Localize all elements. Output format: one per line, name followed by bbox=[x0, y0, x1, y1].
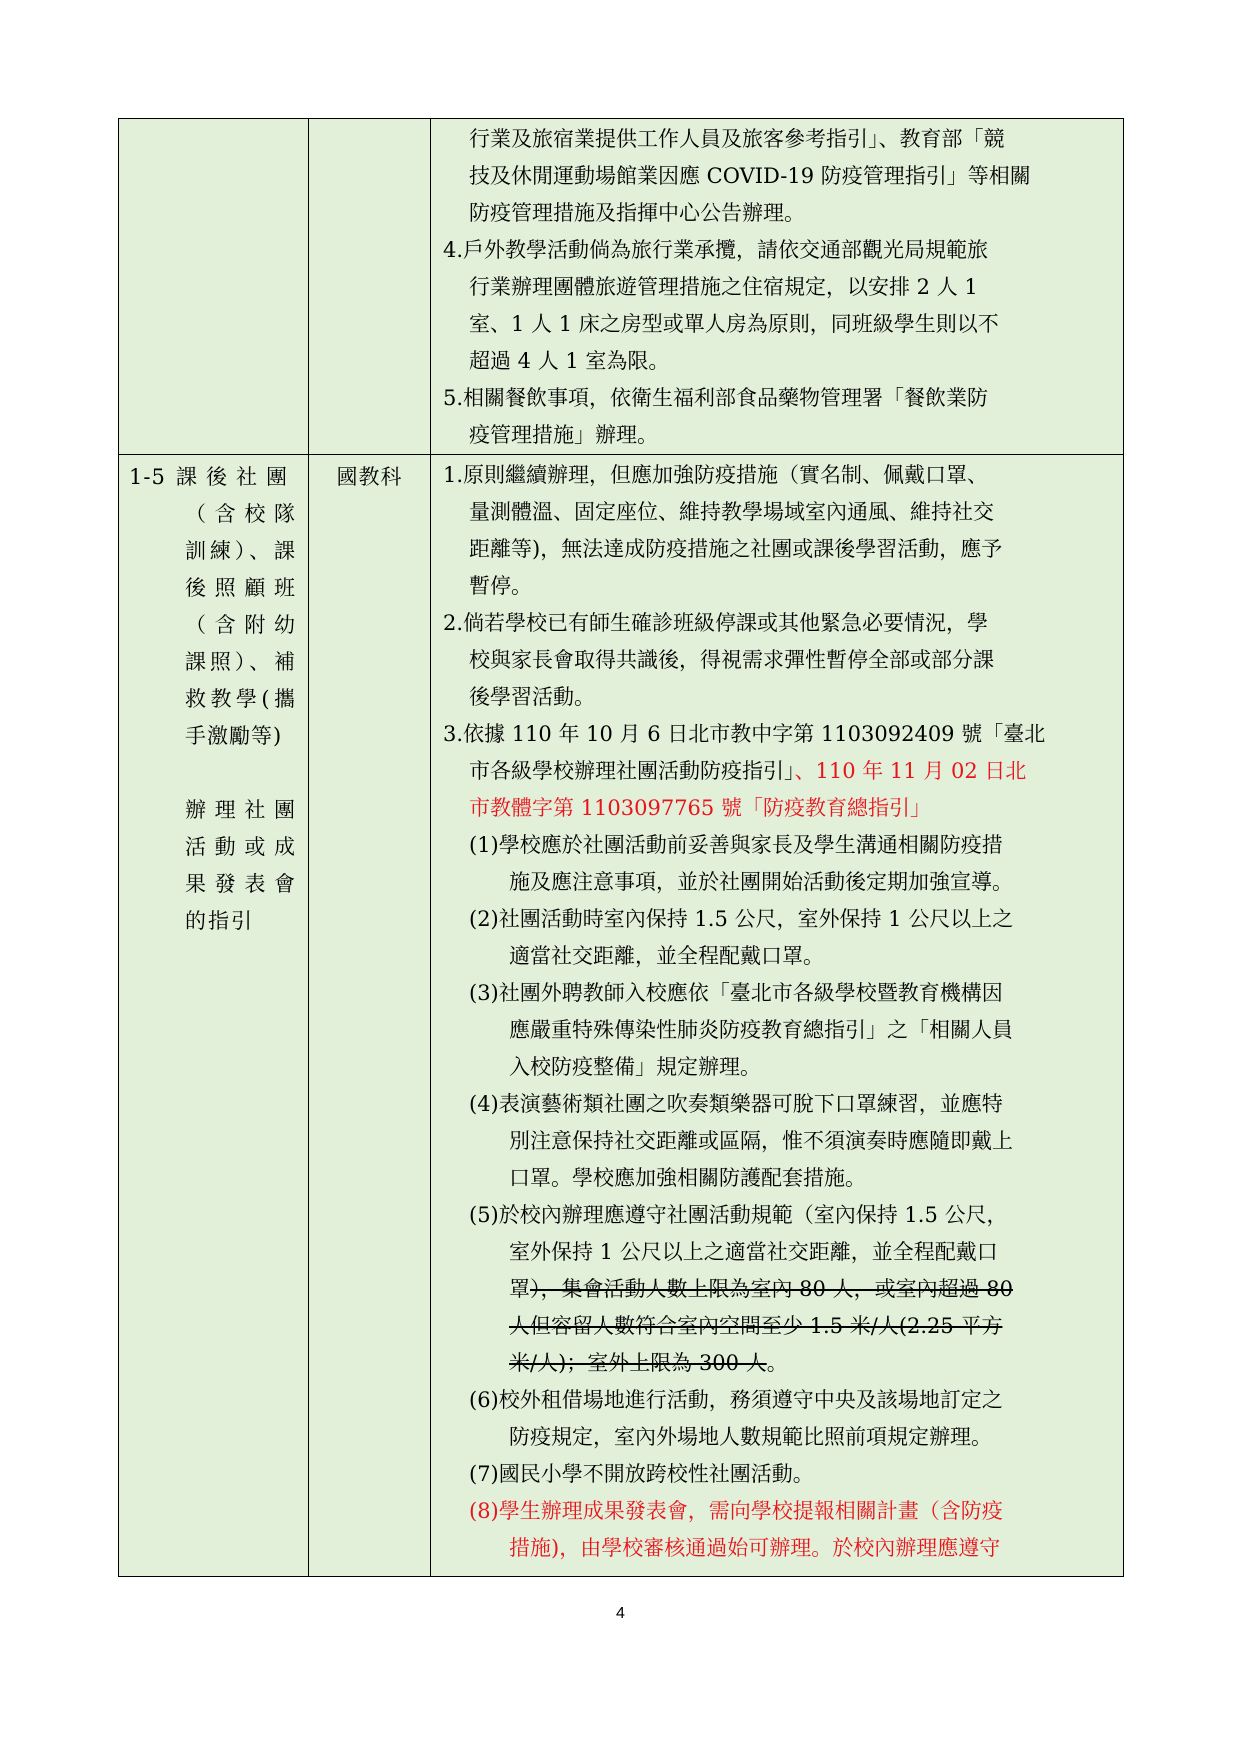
sub-item-4 bbox=[443, 1086, 1109, 1197]
text-line: 後照顧班 bbox=[185, 576, 296, 600]
text-line: 果發表會 bbox=[185, 872, 296, 896]
text-line: 的指引 bbox=[185, 909, 254, 933]
sub-item-3 bbox=[443, 975, 1109, 1086]
text-line: （含附幼 bbox=[185, 613, 296, 637]
item-number: 1-5 bbox=[129, 465, 166, 489]
text-line: 疫管理措施」辦理。 bbox=[469, 423, 658, 447]
item3-continuation bbox=[443, 121, 1109, 232]
page-number: 4 bbox=[616, 1605, 625, 1622]
text-line: 防疫規定，室內外場地人數規範比照前項規定辦理。 bbox=[509, 1425, 992, 1449]
text-line: (4)表演藝術類社團之吹奏類樂器可脫下口罩練習，並應特 bbox=[469, 1092, 1003, 1116]
text-line bbox=[469, 1345, 1109, 1382]
item-cell-empty bbox=[119, 119, 309, 455]
text-line: 暫停。 bbox=[469, 574, 532, 598]
text-segment: 、110 年 11 月 02 日北 bbox=[794, 759, 1027, 783]
sub-item-2 bbox=[443, 901, 1109, 975]
text-segment: 。 bbox=[766, 1351, 788, 1375]
text-line: 技及休閒運動場館業因應 COVID-19 防疫管理指引」等相關 bbox=[469, 164, 1031, 188]
text-line: 防疫管理措施及指揮中心公告辦理。 bbox=[469, 201, 805, 225]
measures-cell bbox=[431, 455, 1124, 1577]
text-line: 施及應注意事項，並於社團開始活動後定期加強宣導。 bbox=[509, 870, 1013, 894]
text-line: 別注意保持社交距離或區隔，惟不須演奏時應隨即戴上 bbox=[509, 1129, 1013, 1153]
text-line: 活動或成 bbox=[185, 835, 296, 859]
text-line: （含校隊 bbox=[185, 502, 296, 526]
deleted-text: ），集會活動人數上限為室內 80 人，或室內超過 80 bbox=[530, 1277, 1013, 1301]
item-2 bbox=[443, 605, 1109, 716]
text-line: 室外保持 1 公尺以上之適當社交距離，並全程配戴口 bbox=[509, 1240, 998, 1264]
text-line: 後學習活動。 bbox=[469, 685, 595, 709]
measures-cell bbox=[431, 119, 1124, 455]
text-line: 入校防疫整備」規定辦理。 bbox=[509, 1055, 761, 1079]
text-line: 訓練）、課 bbox=[185, 539, 296, 563]
text-line: 室、1 人 1 床之房型或單人房為原則，同班級學生則以不 bbox=[469, 312, 999, 336]
text-line: (8)學生辦理成果發表會，需向學校提報相關計畫（含防疫 bbox=[469, 1499, 1003, 1523]
text-line: 5.相關餐飲事項，依衛生福利部食品藥物管理署「餐飲業防 bbox=[443, 386, 989, 410]
sub-item-8 bbox=[443, 1493, 1109, 1567]
text-line: 1.原則繼續辦理，但應加強防疫措施（實名制、佩戴口罩、 bbox=[443, 463, 989, 487]
text-line: 行業及旅宿業提供工作人員及旅客參考指引」、教育部「競 bbox=[469, 127, 1005, 151]
text-line bbox=[443, 753, 1109, 790]
text-line: 應嚴重特殊傳染性肺炎防疫教育總指引」之「相關人員 bbox=[509, 1018, 1013, 1042]
text-line: 辦理社團 bbox=[185, 798, 296, 822]
guideline-table bbox=[118, 118, 1124, 1577]
table-row bbox=[119, 119, 1124, 455]
table-row bbox=[119, 455, 1124, 1577]
text-line: 距離等)，無法達成防疫措施之社團或課後學習活動，應予 bbox=[469, 537, 1003, 561]
text-segment: 市各級學校辦理社團活動防疫指引」 bbox=[469, 759, 795, 783]
text-line: 校與家長會取得共識後，得視需求彈性暫停全部或部分課 bbox=[469, 648, 994, 672]
text-line: 行業辦理團體旅遊管理措施之住宿規定，以安排 2 人 1 bbox=[469, 275, 978, 299]
responsible-unit: 國教科 bbox=[336, 465, 403, 489]
text-segment: 罩 bbox=[509, 1277, 530, 1301]
text-line: 手激勵等) bbox=[185, 724, 283, 748]
sub-item-5 bbox=[443, 1197, 1109, 1382]
sub-item-1 bbox=[443, 827, 1109, 901]
item-5 bbox=[443, 380, 1109, 454]
text-line bbox=[469, 1271, 1109, 1308]
spacer bbox=[129, 755, 296, 792]
sub-item-7 bbox=[443, 1456, 1109, 1493]
item-title-cell bbox=[119, 455, 309, 1577]
text-line: 量測體溫、固定座位、維持教學場域室內通風、維持社交 bbox=[469, 500, 994, 524]
text-line: (1)學校應於社團活動前妥善與家長及學生溝通相關防疫措 bbox=[469, 833, 1003, 857]
text-line: 救教學(攜 bbox=[185, 687, 296, 711]
text-line: (3)社團外聘教師入校應依「臺北市各級學校暨教育機構因 bbox=[469, 981, 1003, 1005]
text-line: (7)國民小學不開放跨校性社團活動。 bbox=[469, 1462, 814, 1486]
text-line: (2)社團活動時室內保持 1.5 公尺，室外保持 1 公尺以上之 bbox=[469, 907, 1014, 931]
text-line: 超過 4 人 1 室為限。 bbox=[469, 349, 670, 373]
text-line: 課後社團 bbox=[176, 465, 296, 489]
text-line: (6)校外租借場地進行活動，務須遵守中央及該場地訂定之 bbox=[469, 1388, 1003, 1412]
item-1 bbox=[443, 457, 1109, 605]
item-title-first bbox=[129, 459, 296, 496]
text-line: 口罩。學校應加強相關防護配套措施。 bbox=[509, 1166, 866, 1190]
sub-item-6 bbox=[443, 1382, 1109, 1456]
item-4 bbox=[443, 232, 1109, 380]
text-line: 3.依據 110 年 10 月 6 日北市教中字第 1103092409 號「臺北 bbox=[443, 722, 1046, 746]
text-line: 4.戶外教學活動倘為旅行業承攬，請依交通部觀光局規範旅 bbox=[443, 238, 989, 262]
item-3 bbox=[443, 716, 1109, 827]
text-line: 2.倘若學校已有師生確診班級停課或其他緊急必要情況，學 bbox=[443, 611, 989, 635]
text-line: 課照）、補 bbox=[185, 650, 296, 674]
text-line: 市教體字第 1103097765 號「防疫教育總指引」 bbox=[469, 796, 931, 820]
text-line: (5)於校內辦理應遵守社團活動規範（室內保持 1.5 公尺， bbox=[469, 1203, 1008, 1227]
unit-cell-empty bbox=[309, 119, 431, 455]
text-line: 措施)，由學校審核通過始可辦理。於校內辦理應遵守 bbox=[509, 1536, 1001, 1560]
unit-cell bbox=[309, 455, 431, 1577]
deleted-text: 人但容留人數符合室內空間至少 1.5 米/人(2.25 平方 bbox=[509, 1314, 1003, 1338]
deleted-text: 米/人)；室外上限為 300 人 bbox=[509, 1351, 767, 1375]
text-line: 適當社交距離，並全程配戴口罩。 bbox=[509, 944, 824, 968]
